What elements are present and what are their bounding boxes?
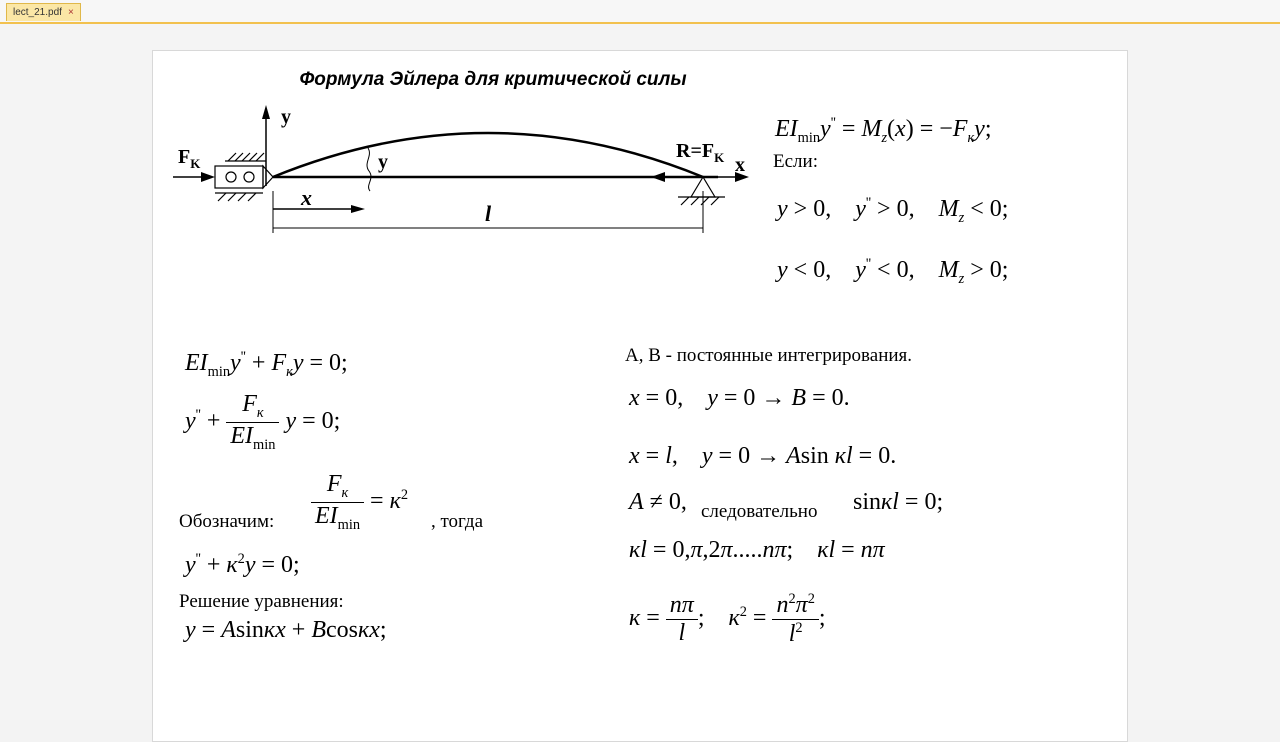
pdf-viewer[interactable]: [0, 24, 1280, 720]
formula-differential-equation: $EI_{min}y'' + F_кy = 0$;: [185, 349, 348, 380]
formula-condition-negative: y < 0, y'' < 0, $M_z > 0$;: [777, 256, 1009, 287]
formula-kappa-equation: $y'' + к^2y = 0$;: [185, 551, 300, 578]
formula-boundary-xl: x = l, y = 0 → Asin кl = 0.: [629, 443, 897, 469]
reaction-arrowhead: [651, 172, 665, 182]
l-dimension-label: l: [485, 201, 492, 226]
x-dimension-arrowhead: [351, 205, 365, 213]
left-support: [215, 153, 273, 201]
formula-a-nonzero: A ≠ 0,: [629, 489, 687, 515]
page-title: Формула Эйлера для критической силы: [299, 69, 687, 90]
deflection-label: y: [378, 151, 388, 173]
y-axis-label: y: [281, 106, 291, 128]
denote-label: Обозначим:: [179, 511, 275, 532]
beam-diagram: [173, 101, 773, 271]
formula-kl-values: кl = 0,π,2π.....nπ; кl = nπ: [629, 537, 885, 563]
document-tab[interactable]: [6, 3, 81, 21]
if-label: Если:: [773, 151, 818, 172]
y-axis-arrowhead: [262, 105, 270, 119]
formula-kappa-result: к = $\frac{n\pi}{l}$ ; $к^2$ = $\frac{n^2\pi^2}{l^2}$ ;: [629, 591, 826, 647]
formula-condition-positive: y > 0, y'' > 0, $M_z < 0$;: [777, 195, 1009, 226]
formula-general-solution: y = Asinкx + Bcosкx;: [185, 617, 387, 643]
formula-sin-zero: sinкl = 0;: [853, 489, 944, 515]
document-tab-label: lect_21.pdf: [13, 7, 62, 18]
therefore-label: следовательно: [701, 501, 818, 522]
deflection-marker: [367, 148, 371, 191]
formula-boundary-x0: x = 0, y = 0 → B = 0.: [629, 385, 850, 411]
then-label: , тогда: [431, 511, 483, 532]
force-label: $F_K$: [178, 146, 201, 171]
constants-label: A, B - постоянные интегрирования.: [625, 345, 913, 366]
pdf-page: [152, 50, 1128, 742]
reaction-label: $R=F_K$: [676, 140, 725, 165]
right-support: [678, 177, 725, 205]
tab-bar: [0, 0, 1280, 24]
close-tab-icon[interactable]: ×: [67, 7, 74, 18]
formula-bending-equation: $EI_{min}y'' = M_z(x) = -F_кy$;: [775, 115, 992, 146]
formula-kappa-definition: $\frac{F_к}{EI_{min}}$ = $к^2$: [311, 471, 408, 534]
x-axis-label: x: [735, 154, 745, 176]
formula-normalized-equation: y'' + $\frac{F_к}{EI_{min}}$ y = 0;: [185, 391, 341, 453]
force-arrowhead: [201, 172, 215, 182]
solution-label: Решение уравнения:: [179, 591, 344, 612]
x-dimension-label: x: [301, 185, 312, 210]
deflected-beam-curve: [273, 133, 703, 177]
